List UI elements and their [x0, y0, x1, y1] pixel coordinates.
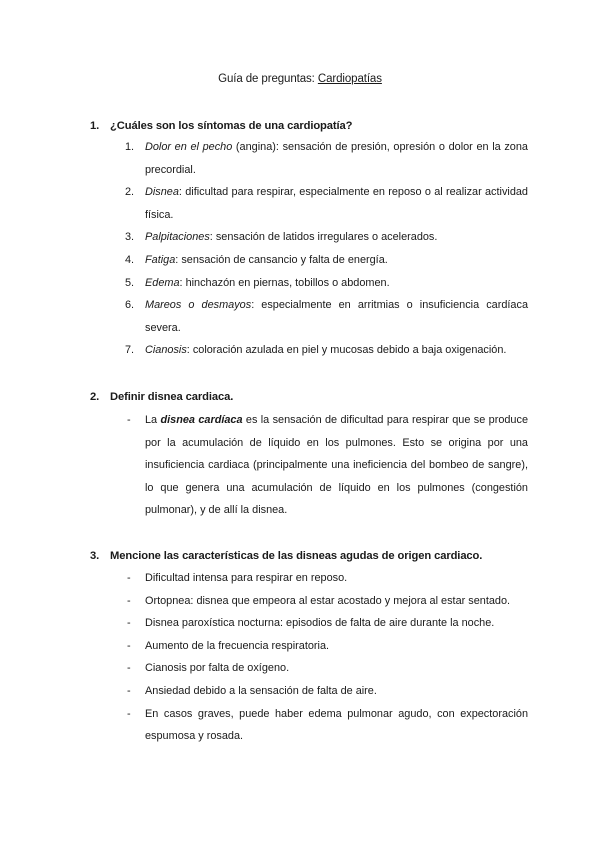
item-text: : sensación de cansancio y falta de energía. [175, 253, 388, 266]
item-text: Dificultad intensa para respirar en reposo. [145, 572, 348, 584]
question-1-heading [90, 120, 352, 132]
item-term: Palpitaciones [145, 231, 210, 244]
item-term: Edema [145, 276, 180, 289]
definition-block [125, 409, 528, 522]
list-item [125, 590, 528, 613]
item-text: es la sensación de dificultad para respirar que se produce por la acumulación de líquido en los pulmones. Esto se origina por una insuficiencia cardiaca (principalmente una ineficiencia del bombeo de sangre), lo que genera una acumulación de líquido en los pulmones (congestión pulmonar), y de allí la disnea. [145, 414, 528, 517]
item-text-pre: La [145, 414, 161, 426]
list-item [125, 272, 528, 295]
item-term: Cianosis [145, 344, 187, 357]
item-text: (angina): sensación de presión, opresión o dolor en la zona precordial. [145, 141, 528, 176]
dash-bullet: - [127, 572, 131, 584]
dash-bullet: - [127, 639, 131, 652]
item-text: : sensación de latidos irregulares o acelerados. [209, 231, 438, 244]
item-number: 5. [125, 276, 135, 289]
list-item [125, 249, 528, 272]
question-number: 3. [90, 550, 100, 562]
item-text: Disnea paroxística nocturna: episodios de falta de aire durante la noche. [145, 617, 495, 630]
item-text: : coloración azulada en piel y mucosas debido a baja oxigenación. [186, 344, 507, 357]
title-prefix: Guía de preguntas: [218, 73, 318, 85]
list-item [125, 657, 528, 680]
item-text: Ansiedad debido a la sensación de falta de aire. [145, 684, 377, 697]
question-text: ¿Cuáles son los síntomas de una cardiopatía? [110, 120, 353, 132]
item-number: 6. [125, 299, 135, 312]
item-number: 7. [125, 344, 135, 357]
list-item [125, 612, 528, 635]
item-number: 3. [125, 231, 135, 244]
question-text: Mencione las características de las disneas agudas de origen cardiaco. [110, 550, 483, 562]
list-item [125, 226, 528, 249]
question-2-heading [90, 391, 233, 403]
item-text: : especialmente en arritmias o insuficiencia cardíaca severa. [145, 299, 528, 334]
dash-bullet: - [127, 662, 131, 675]
question-3-heading [90, 550, 482, 562]
item-text: Cianosis por falta de oxígeno. [145, 662, 290, 675]
item-text: Ortopnea: disnea que empeora al estar acostado y mejora al estar sentado. [145, 594, 511, 607]
item-text: En casos graves, puede haber edema pulmonar agudo, con expectoración espumosa y rosada. [145, 707, 528, 743]
dash-bullet: - [127, 414, 131, 426]
list-item [125, 680, 528, 703]
list-item [125, 635, 528, 658]
title-topic: Cardiopatías [317, 73, 382, 85]
list-item [125, 409, 528, 522]
question-number: 1. [90, 120, 100, 132]
symptom-list [125, 136, 528, 362]
item-number: 1. [125, 141, 135, 153]
question-number: 2. [90, 391, 100, 403]
list-item [125, 181, 528, 226]
page-title [0, 73, 600, 85]
list-item [125, 567, 528, 590]
item-term: Mareos o desmayos [145, 299, 252, 312]
question-text: Definir disnea cardiaca. [110, 391, 234, 403]
item-text: : hinchazón en piernas, tobillos o abdomen. [179, 276, 390, 289]
item-number: 2. [125, 186, 135, 199]
dash-bullet: - [127, 684, 131, 697]
item-number: 4. [125, 253, 135, 266]
dash-bullet: - [127, 594, 131, 607]
dash-bullet: - [127, 617, 131, 630]
item-term: Disnea [145, 186, 179, 199]
dash-bullet: - [127, 707, 131, 720]
list-item [125, 339, 528, 362]
item-term: disnea cardíaca [160, 414, 243, 426]
item-text: Aumento de la frecuencia respiratoria. [145, 639, 330, 652]
item-term: Fatiga [145, 253, 176, 266]
item-text: : dificultad para respirar, especialmente en reposo o al realizar actividad física. [145, 186, 528, 221]
characteristics-list [125, 567, 528, 748]
list-item [125, 136, 528, 181]
item-term: Dolor en el pecho [145, 141, 233, 153]
list-item [125, 294, 528, 339]
list-item [125, 703, 528, 748]
